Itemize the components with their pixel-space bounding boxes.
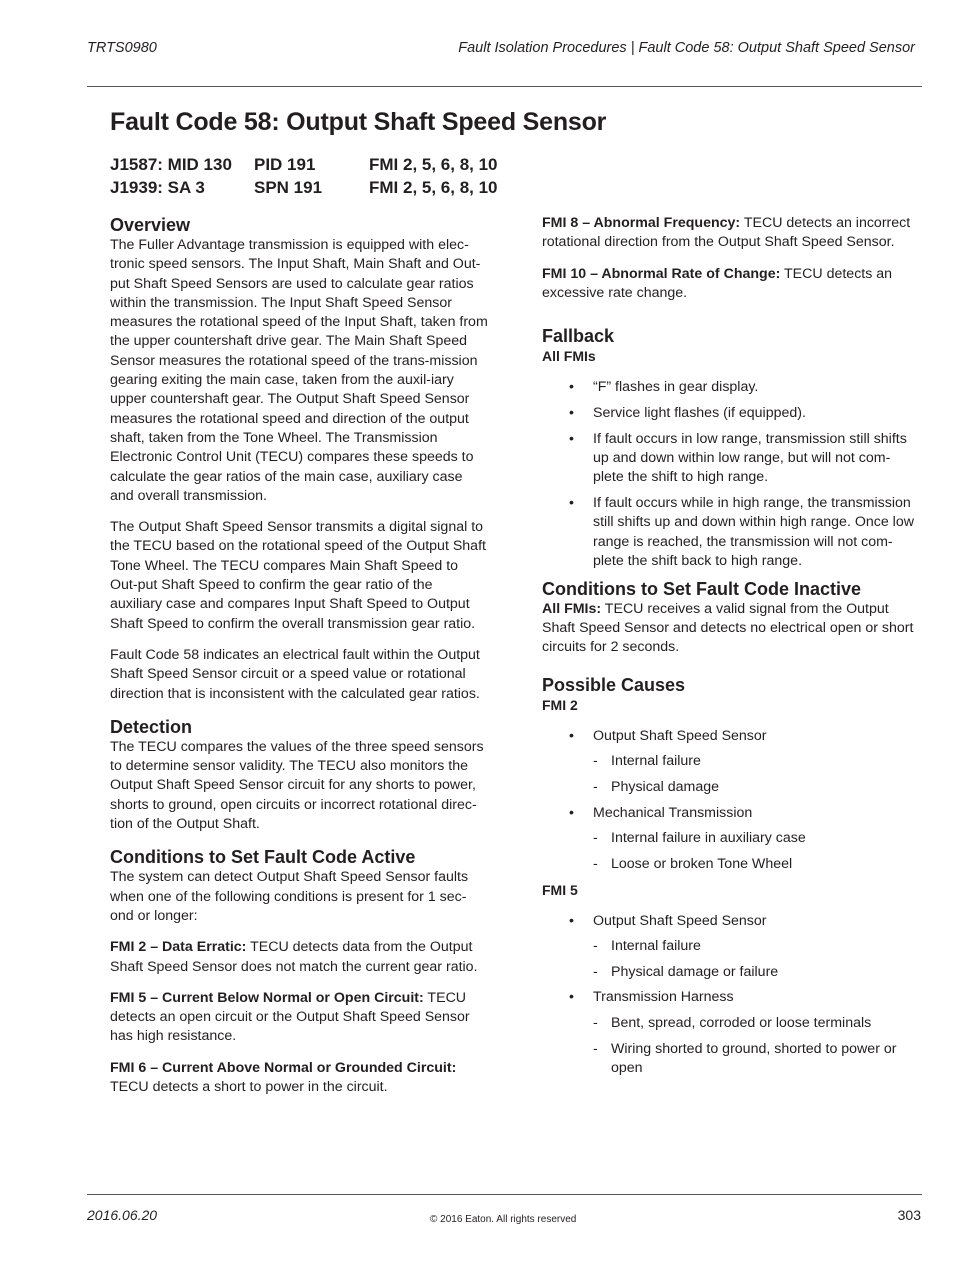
list-item: • Output Shaft Speed Sensor - Internal failure - Physical damage [542,727,917,797]
list-item: - Internal failure [593,752,917,771]
footer-copyright: © 2016 Eaton. All rights reserved [430,1214,577,1225]
fmi8-label: FMI 8 – Abnormal Frequency: [542,215,741,231]
right-column [542,214,917,1085]
list-item: • Transmission Harness - Bent, spread, corroded or loose terminals - Wiring shorted to ground, shorted to power or open [542,988,917,1078]
doc-id: TRTS0980 [87,40,157,56]
list-item: • If fault occurs while in high range, the transmission still shifts up and down within high range. Once low range is reached, the transmission will not com-plete the shift back to high range. [542,494,917,571]
fmi10-label: FMI 10 – Abnormal Rate of Change: [542,265,781,282]
fmi2-condition [110,938,488,977]
fmi2-text: TECU detects data from the Output Shaft Speed Sensor does not match the current gear ratio. [110,939,478,975]
header-rule [87,86,922,87]
list-item: • Output Shaft Speed Sensor - Internal failure - Physical damage or failure [542,912,917,982]
fault-identifiers [110,153,498,199]
fmi10-condition [542,265,917,304]
fmi5-label: FMI 5 – Current Below Normal or Open Circuit: [110,989,424,1006]
detection-heading: Detection [110,716,193,737]
possible-causes-heading: Possible Causes [542,674,686,695]
fallback-subheading: All FMIs [542,348,596,365]
pid-label: PID 191 [254,155,316,174]
overview-paragraph-1: The Fuller Advantage transmission is equipped with elec-tronic speed sensors. The Input Shaft, Main Shaft and Out-put Shaft Speed Sensors are used to calculate gear ratios within the transmission. The Input Shaft Speed Sensor measures the rotational speed of the Input Shaft, taken from the upper countershaft drive gear. The Main Shaft Speed Sensor measures the rotational speed of the trans-mission gearing exiting the main case, taken from the auxil-iary upper countershaft gear. The Output Shaft Speed Sensor measures the rotational speed and direction of the output shaft, taken from the Tone Wheel. The Transmission Electronic Control Unit (TECU) compares these speeds to calculate the gear ratios of the main case, auxiliary case and overall transmission. [110,237,488,504]
inactive-text: TECU receives a valid signal from the Output Shaft Speed Sensor and detects no electrical open or short circuits for 2 seconds. [542,600,914,656]
j1587-label: J1587: MID 130 [110,155,232,174]
fmi5-condition [110,989,488,1047]
list-item: - Wiring shorted to ground, shorted to power or open [593,1040,917,1079]
left-column [110,214,488,1109]
fmi2-subheading: FMI 2 [542,696,578,713]
inactive-conditions-paragraph [542,600,917,658]
footer-date: 2016.06.20 [87,1207,158,1223]
fmi5-text: TECU detects an open circuit or the Output Shaft Speed Sensor has high resistance. [110,989,470,1045]
fallback-list [542,378,917,571]
detection-paragraph: The TECU compares the values of the three speed sensors to determine sensor validity. The TECU also monitors the Output Shaft Speed Sensor circuit for any shorts to power, shorts to ground, open circuits or incorrect rotational direc-tion of the Output Shaft. [110,738,484,833]
fmi6-text: TECU detects a short to power in the circuit. [110,1078,388,1095]
fmi10-text: TECU detects an excessive rate change. [542,265,893,301]
page-title: Fault Code 58: Output Shaft Speed Sensor [110,108,607,136]
inactive-conditions-heading: Conditions to Set Fault Code Inactive [542,578,862,599]
fmi6-label: FMI 6 – Current Above Normal or Grounded Circuit: [110,1059,457,1076]
j1939-row [110,176,498,199]
list-item: - Loose or broken Tone Wheel [593,855,917,874]
list-item: • Mechanical Transmission - Internal failure in auxiliary case - Loose or broken Tone Wheel [542,804,917,874]
fallback-heading: Fallback [542,326,615,347]
list-item: • If fault occurs in low range, transmission still shifts up and down within low range, but will not com-plete the shift to high range. [542,430,917,488]
list-item: - Physical damage [593,778,917,797]
fmi-list: FMI 2, 5, 6, 8, 10 [369,178,498,197]
inactive-label: All FMIs: [542,600,602,617]
j1939-label: J1939: SA 3 [110,178,205,197]
overview-heading: Overview [110,215,191,235]
active-conditions-heading: Conditions to Set Fault Code Active [110,847,416,868]
fmi5-subheading: FMI 5 [542,881,578,898]
fmi2-causes-list [542,727,917,874]
overview-paragraph-3: Fault Code 58 indicates an electrical fault within the Output Shaft Speed Sensor circuit or a speed value or rotational direction that is inconsistent with the calculated gear ratios. [110,646,480,702]
list-item: • Service light flashes (if equipped). [542,404,917,423]
list-item: • “F” flashes in gear display. [542,378,917,397]
list-item: - Physical damage or failure [593,963,917,982]
list-item: - Bent, spread, corroded or loose terminals [593,1014,917,1033]
j1587-row [110,153,498,176]
fmi8-text: TECU detects an incorrect rotational direction from the Output Shaft Speed Sensor. [542,215,911,251]
fmi6-condition [110,1059,488,1098]
fmi2-label: FMI 2 – Data Erratic: [110,939,247,956]
overview-paragraph-2: The Output Shaft Speed Sensor transmits a digital signal to the TECU based on the rotational speed of the Output Shaft Tone Wheel. The TECU compares Main Shaft Speed to Out-put Shaft Speed to confirm the gear ratio of the auxiliary case and compares Input Shaft Speed to Output Shaft Speed to confirm the overall transmission gear ratio. [110,519,486,632]
page-number: 303 [897,1207,921,1223]
fmi5-causes-list [542,912,917,1079]
active-conditions-paragraph: The system can detect Output Shaft Speed Sensor faults when one of the following conditions is present for 1 sec-ond or longer: [110,869,469,924]
spn-label: SPN 191 [254,178,323,197]
list-item: - Internal failure in auxiliary case [593,829,917,848]
fmi8-condition [542,214,917,253]
list-item: - Internal failure [593,937,917,956]
running-header: Fault Isolation Procedures | Fault Code 58: Output Shaft Speed Sensor [458,40,915,56]
fmi-list: FMI 2, 5, 6, 8, 10 [369,155,498,174]
footer-rule [87,1194,922,1195]
